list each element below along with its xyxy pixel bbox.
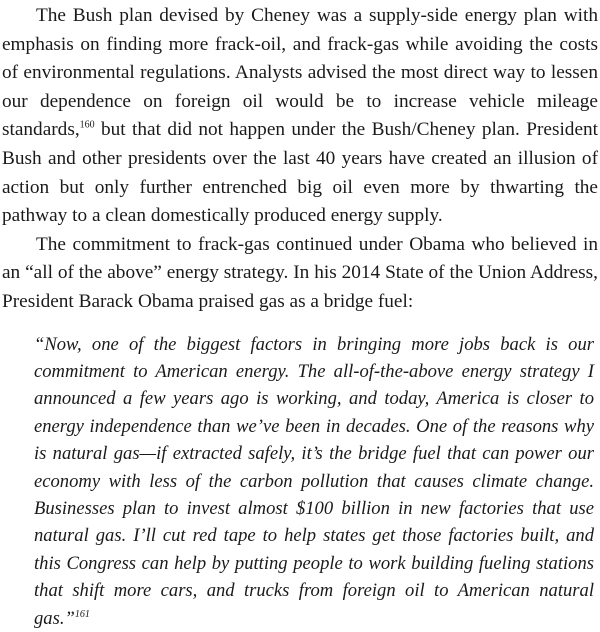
quote-text: “Now, one of the biggest factors in bringing more jobs back is our commitment to American energy. The all-of-the-above energy strategy I announced a few years ago is working, and today, America is closer to energy independence than we’ve been in decades. One of the reasons why is natural gas—if extracted safely, it’s the bridge fuel that can power our economy with less of the carbon pollution that causes climate change. Businesses plan to invest almost $100 billion in new factories that use natural gas. I’ll cut red tape to help states get those factories built, and this Congress can help by putting people to work building fueling stations that shift more cars, and trucks from foreign oil to American natural gas.”	[34, 333, 594, 629]
footnote-reference-161[interactable]: 161	[74, 608, 90, 620]
paragraph-bush-plan-text-part1: The Bush plan devised by Cheney was a supply-side energy plan with emphasis on finding more frack-oil, and frack-gas while avoiding the costs of environmental regulations. Analysts advised the most direct way to lessen our dependence on foreign oil would be to increase vehicle mileage standards,	[2, 5, 598, 141]
paragraph-obama-commitment	[0, 231, 600, 317]
footnote-reference-160[interactable]: 160	[79, 119, 95, 131]
state-of-union-quote	[0, 331, 600, 632]
paragraph-bush-plan-text-part2: but that did not happen under the Bush/Cheney plan. President Bush and other presidents over the last 40 years have created an illusion of action but only further entrenched big oil even more by thwarting the pathway to a clean domestically produced energy supply.	[2, 119, 598, 227]
paragraph-bush-plan	[0, 2, 600, 231]
paragraph-obama-commitment-text: The commitment to frack-gas continued under Obama who believed in an “all of the above” energy strategy. In his 2014 State of the Union Address, President Barack Obama praised gas as a bridge fuel:	[2, 233, 598, 312]
